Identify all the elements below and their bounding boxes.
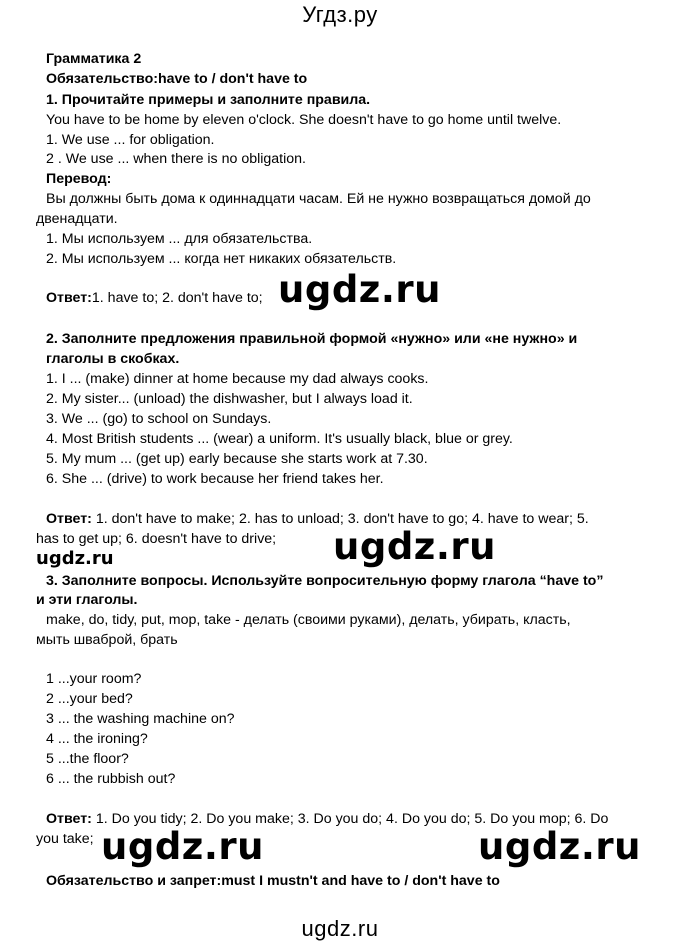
ex2-item-3: 3. We ... (go) to school on Sundays. bbox=[46, 411, 272, 427]
site-header: Угдз.ру bbox=[302, 2, 378, 27]
ex1-rule-1: 1. We use ... for obligation. bbox=[46, 132, 215, 148]
watermark: ugdz.ru bbox=[278, 268, 441, 311]
ex2-answer-line2: has to get up; 6. doesn't have to drive; bbox=[36, 531, 277, 547]
ex3-item-4: 4 ... the ironing? bbox=[46, 731, 148, 747]
ex3-item-1: 1 ...your room? bbox=[46, 671, 142, 687]
ex3-task-line2: и эти глаголы. bbox=[36, 592, 138, 608]
ex2-task-line1: 2. Заполните предложения правильной формой «нужно» или «не нужно» и bbox=[46, 331, 578, 347]
ex3-answer-text: 1. Do you tidy; 2. Do you make; 3. Do you do; 4. Do you do; 5. Do you mop; 6. Do bbox=[91, 811, 609, 827]
ex1-answer bbox=[46, 289, 263, 307]
ex3-answer-label: Ответ: bbox=[46, 811, 92, 827]
ex2-item-4: 4. Most British students ... (wear) a uniform. It's usually black, blue or grey. bbox=[46, 431, 513, 447]
ex1-answer-label: Ответ: bbox=[46, 290, 92, 306]
ex2-item-1: 1. I ... (make) dinner at home because my dad always cooks. bbox=[46, 371, 429, 387]
ex3-item-6: 6 ... the rubbish out? bbox=[46, 771, 176, 787]
watermark: ugdz.ru bbox=[101, 825, 264, 868]
next-section-title: Обязательство и запрет:must I mustn't and have to / don't have to bbox=[46, 873, 500, 889]
ex1-translation-rule-1: 1. Мы используем ... для обязательства. bbox=[46, 231, 313, 247]
ex3-task-line1: 3. Заполните вопросы. Используйте вопросительную форму глагола “have to” bbox=[46, 573, 604, 589]
site-footer: ugdz.ru bbox=[301, 916, 379, 941]
ex3-item-5: 5 ...the floor? bbox=[46, 751, 129, 767]
ex1-answer-text: 1. have to; 2. don't have to; bbox=[91, 290, 263, 306]
watermark: ugdz.ru bbox=[478, 825, 641, 868]
ex2-item-5: 5. My mum ... (get up) early because she starts work at 7.30. bbox=[46, 451, 428, 467]
ex3-verbs-line1: make, do, tidy, put, mop, take - делать (своими руками), делать, убирать, класть, bbox=[46, 612, 571, 628]
ex3-answer-line2: you take; bbox=[36, 831, 94, 847]
ex1-translation-line1: Вы должны быть дома к одиннадцати часам. Ей не нужно возвращаться домой до bbox=[46, 191, 591, 207]
ex2-item-2: 2. My sister... (unload) the dishwasher, but I always load it. bbox=[46, 391, 413, 407]
watermark-small: ugdz.ru bbox=[36, 548, 114, 569]
ex2-answer-line1 bbox=[46, 510, 589, 528]
section-subtitle: Обязательство:have to / don't have to bbox=[46, 71, 308, 87]
section-title: Грамматика 2 bbox=[46, 51, 142, 67]
ex1-translation-line2: двенадцати. bbox=[36, 211, 118, 227]
ex3-item-3: 3 ... the washing machine on? bbox=[46, 711, 235, 727]
ex2-answer-text: 1. don't have to make; 2. has to unload; 3. don't have to go; 4. have to wear; 5. bbox=[91, 511, 589, 527]
ex3-verbs-line2: мыть шваброй, брать bbox=[36, 632, 178, 648]
ex1-rule-2: 2 . We use ... when there is no obligation. bbox=[46, 151, 306, 167]
ex2-item-6: 6. She ... (drive) to work because her friend takes her. bbox=[46, 471, 384, 487]
ex3-item-2: 2 ...your bed? bbox=[46, 691, 133, 707]
ex1-task: 1. Прочитайте примеры и заполните правила. bbox=[46, 92, 371, 108]
ex1-translation-label: Перевод: bbox=[46, 171, 112, 187]
ex2-task-line2: глаголы в скобках. bbox=[46, 351, 180, 367]
ex2-answer-label: Ответ: bbox=[46, 511, 92, 527]
watermark: ugdz.ru bbox=[333, 525, 496, 568]
ex1-translation-rule-2: 2. Мы используем ... когда нет никаких обязательств. bbox=[46, 251, 397, 267]
ex1-example: You have to be home by eleven o'clock. She doesn't have to go home until twelve. bbox=[46, 112, 562, 128]
